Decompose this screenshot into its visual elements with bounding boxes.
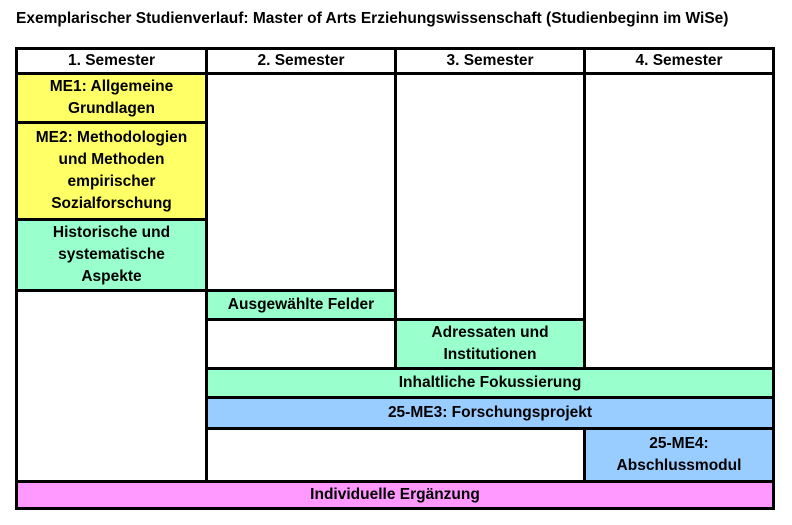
empty-cell (208, 321, 394, 367)
module-individuelle-ergaenzung: Individuelle Ergänzung (18, 483, 772, 507)
empty-cell (208, 75, 394, 289)
module-historische-aspekte: Historische und systematische Aspekte (18, 221, 205, 289)
module-me4-abschlussmodul: 25-ME4: Abschlussmodul (586, 430, 772, 480)
module-me1: ME1: Allgemeine Grundlagen (18, 75, 205, 121)
semester-3-header: 3. Semester (397, 50, 583, 72)
page-title: Exemplarischer Studienverlauf: Master of Arts Erziehungswissenschaft (Studienbeginn im WiSe) (16, 10, 729, 27)
module-ausgewaehlte-felder: Ausgewählte Felder (208, 292, 394, 318)
empty-cell (397, 75, 583, 318)
study-plan-table (15, 47, 775, 510)
module-inhaltliche-fokussierung: Inhaltliche Fokussierung (208, 370, 772, 396)
empty-cell (208, 430, 583, 480)
semester-2-header: 2. Semester (208, 50, 394, 72)
module-me3-forschungsprojekt: 25-ME3: Forschungsprojekt (208, 399, 772, 427)
empty-cell (586, 75, 772, 367)
empty-cell (18, 292, 205, 480)
module-me2: ME2: Methodologien und Methoden empirischer Sozialforschung (18, 124, 205, 218)
semester-1-header: 1. Semester (18, 50, 205, 72)
module-adressaten-institutionen: Adressaten und Institutionen (397, 321, 583, 367)
semester-4-header: 4. Semester (586, 50, 772, 72)
